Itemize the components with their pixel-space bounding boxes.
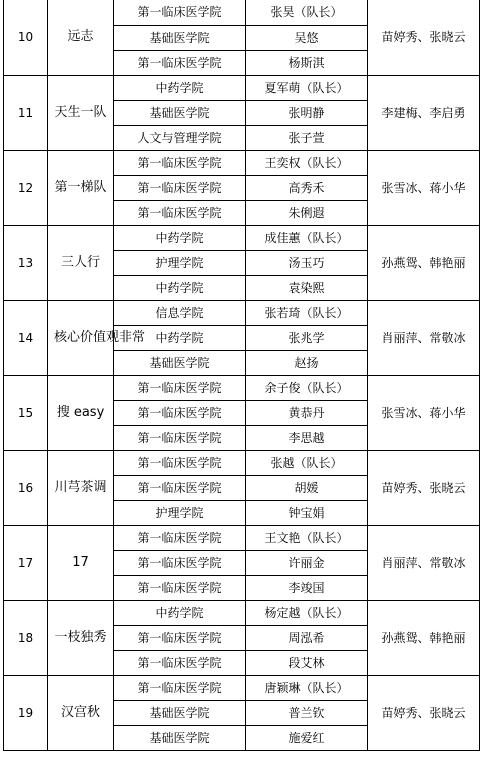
table-row: [4, 0, 480, 25]
member-cell: 汤玉巧: [246, 250, 368, 275]
member-cell: 袁染熙: [246, 275, 368, 300]
mentor-cell: 肖丽萍、常敬冰: [368, 525, 480, 600]
college-cell: 基础医学院: [114, 25, 246, 50]
college-cell: 基础医学院: [114, 350, 246, 375]
mentor-cell: 孙燕鸳、韩艳丽: [368, 600, 480, 675]
college-cell: 中药学院: [114, 75, 246, 100]
table-row: [4, 525, 480, 550]
member-cell: 张越（队长）: [246, 450, 368, 475]
member-cell: 张昊（队长）: [246, 0, 368, 25]
member-cell: 普兰钦: [246, 700, 368, 725]
team-number-cell: 14: [4, 300, 48, 375]
mentor-cell: 孙燕鸳、韩艳丽: [368, 225, 480, 300]
team-roster-table: [3, 0, 480, 751]
college-cell: 信息学院: [114, 300, 246, 325]
college-cell: 第一临床医学院: [114, 550, 246, 575]
team-number-cell: 10: [4, 0, 48, 75]
member-cell: 王奕权（队长）: [246, 150, 368, 175]
college-cell: 第一临床医学院: [114, 200, 246, 225]
college-cell: 第一临床医学院: [114, 625, 246, 650]
member-cell: 段艾林: [246, 650, 368, 675]
team-name-cell: 第一梯队: [48, 150, 114, 225]
team-name-cell: 天生一队: [48, 75, 114, 150]
member-cell: 唐颖琳（队长）: [246, 675, 368, 700]
member-cell: 许丽金: [246, 550, 368, 575]
table-row: [4, 375, 480, 400]
mentor-cell: 李建梅、李启勇: [368, 75, 480, 150]
college-cell: 第一临床医学院: [114, 650, 246, 675]
college-cell: 第一临床医学院: [114, 150, 246, 175]
member-cell: 黄恭丹: [246, 400, 368, 425]
member-cell: 张若琦（队长）: [246, 300, 368, 325]
college-cell: 第一临床医学院: [114, 0, 246, 25]
team-name-cell: 搜 easy: [48, 375, 114, 450]
college-cell: 第一临床医学院: [114, 525, 246, 550]
college-cell: 中药学院: [114, 275, 246, 300]
college-cell: 第一临床医学院: [114, 475, 246, 500]
team-roster-body: [4, 0, 480, 750]
member-cell: 高秀禾: [246, 175, 368, 200]
member-cell: 李思越: [246, 425, 368, 450]
college-cell: 护理学院: [114, 250, 246, 275]
team-number-cell: 18: [4, 600, 48, 675]
college-cell: 中药学院: [114, 600, 246, 625]
college-cell: 第一临床医学院: [114, 575, 246, 600]
mentor-cell: 肖丽萍、常敬冰: [368, 300, 480, 375]
college-cell: 第一临床医学院: [114, 175, 246, 200]
team-number-cell: 12: [4, 150, 48, 225]
mentor-cell: 苗婷秀、张晓云: [368, 0, 480, 75]
college-cell: 护理学院: [114, 500, 246, 525]
team-number-cell: 11: [4, 75, 48, 150]
table-row: [4, 225, 480, 250]
table-row: [4, 600, 480, 625]
member-cell: 王文艳（队长）: [246, 525, 368, 550]
team-name-cell: 远志: [48, 0, 114, 75]
college-cell: 第一临床医学院: [114, 375, 246, 400]
college-cell: 基础医学院: [114, 725, 246, 750]
member-cell: 张兆学: [246, 325, 368, 350]
table-row: [4, 300, 480, 325]
mentor-cell: 张雪冰、蒋小华: [368, 375, 480, 450]
member-cell: 赵扬: [246, 350, 368, 375]
member-cell: 夏军萌（队长）: [246, 75, 368, 100]
member-cell: 施爱红: [246, 725, 368, 750]
member-cell: 钟宝娟: [246, 500, 368, 525]
team-number-cell: 17: [4, 525, 48, 600]
table-row: [4, 450, 480, 475]
mentor-cell: 苗婷秀、张晓云: [368, 675, 480, 750]
member-cell: 杨定越（队长）: [246, 600, 368, 625]
team-name-cell: 核心价值观非常: [48, 300, 114, 375]
college-cell: 人文与管理学院: [114, 125, 246, 150]
team-number-cell: 13: [4, 225, 48, 300]
team-name-cell: 汉宫秋: [48, 675, 114, 750]
member-cell: 杨斯淇: [246, 50, 368, 75]
team-number-cell: 16: [4, 450, 48, 525]
team-number-cell: 15: [4, 375, 48, 450]
college-cell: 基础医学院: [114, 100, 246, 125]
member-cell: 李竣国: [246, 575, 368, 600]
member-cell: 张明静: [246, 100, 368, 125]
college-cell: 中药学院: [114, 225, 246, 250]
member-cell: 胡媛: [246, 475, 368, 500]
table-row: [4, 75, 480, 100]
team-name-cell: 川芎茶调: [48, 450, 114, 525]
mentor-cell: 苗婷秀、张晓云: [368, 450, 480, 525]
member-cell: 吴悠: [246, 25, 368, 50]
team-name-cell: 17: [48, 525, 114, 600]
college-cell: 基础医学院: [114, 700, 246, 725]
member-cell: 张子萱: [246, 125, 368, 150]
table-row: [4, 150, 480, 175]
table-row: [4, 675, 480, 700]
team-number-cell: 19: [4, 675, 48, 750]
member-cell: 朱俐遐: [246, 200, 368, 225]
mentor-cell: 张雪冰、蒋小华: [368, 150, 480, 225]
college-cell: 第一临床医学院: [114, 450, 246, 475]
member-cell: 成佳蕙（队长）: [246, 225, 368, 250]
college-cell: 第一临床医学院: [114, 425, 246, 450]
team-name-cell: 三人行: [48, 225, 114, 300]
college-cell: 中药学院: [114, 325, 246, 350]
member-cell: 余子俊（队长）: [246, 375, 368, 400]
member-cell: 周泓希: [246, 625, 368, 650]
college-cell: 第一临床医学院: [114, 675, 246, 700]
team-name-cell: 一枝独秀: [48, 600, 114, 675]
college-cell: 第一临床医学院: [114, 400, 246, 425]
college-cell: 第一临床医学院: [114, 50, 246, 75]
